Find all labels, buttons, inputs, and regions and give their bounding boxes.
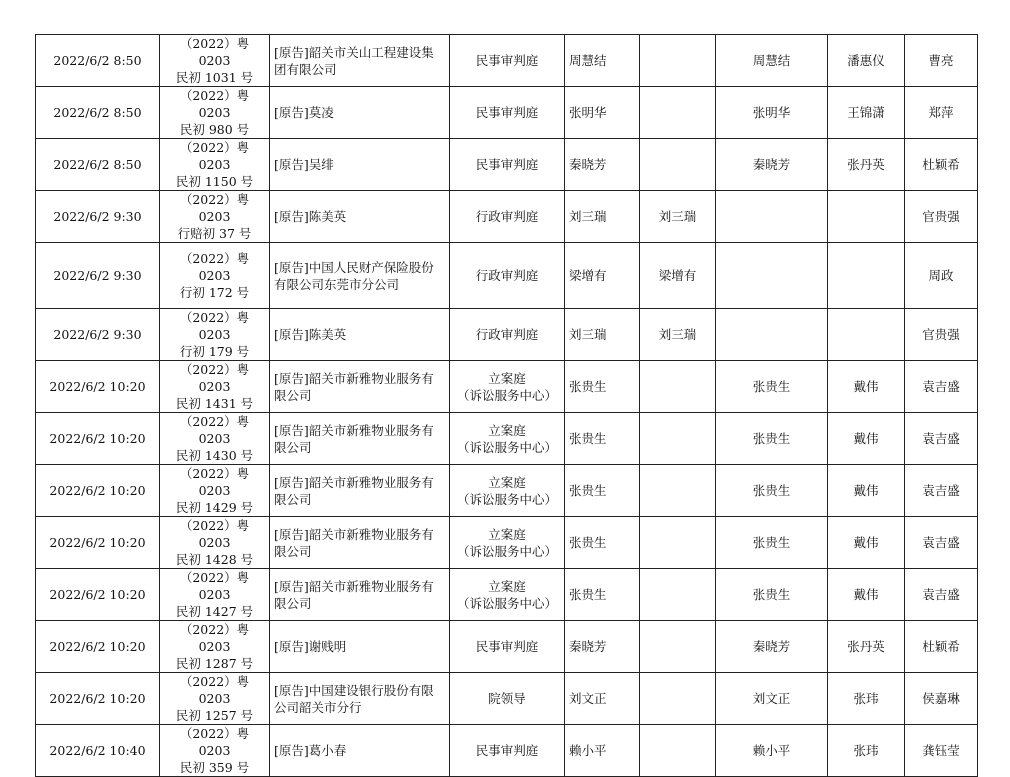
department-cell: 民事审判庭	[450, 139, 565, 191]
hearing-time-cell: 2022/6/2 10:20	[36, 621, 160, 673]
presiding-judge-cell: 刘三瑞	[565, 191, 640, 243]
juror-cell: 戴伟	[828, 413, 905, 465]
case-number-line1: （2022）粤 0203	[179, 251, 250, 283]
clerk-cell: 侯嘉琳	[905, 673, 978, 725]
table-row	[36, 413, 978, 465]
party-cell: [原告]韶关市新雅物业服务有限公司	[270, 517, 450, 569]
judge-cell: 周慧结	[716, 35, 828, 87]
trial-judge-cell	[640, 673, 716, 725]
case-number-line2: 民初 1428 号	[175, 552, 254, 567]
juror-cell: 王锦潇	[828, 87, 905, 139]
presiding-judge-cell: 张贵生	[565, 569, 640, 621]
trial-judge-cell: 刘三瑞	[640, 309, 716, 361]
table-row	[36, 35, 978, 87]
trial-judge-cell	[640, 413, 716, 465]
judge-cell	[716, 243, 828, 309]
presiding-judge-cell: 张贵生	[565, 361, 640, 413]
department-cell: 民事审判庭	[450, 725, 565, 777]
clerk-cell: 杜颖希	[905, 139, 978, 191]
hearing-time-cell: 2022/6/2 8:50	[36, 35, 160, 87]
juror-cell: 张玮	[828, 725, 905, 777]
juror-cell: 戴伟	[828, 569, 905, 621]
case-number-cell	[160, 413, 270, 465]
party-cell: [原告]吴绯	[270, 139, 450, 191]
case-number-line1: （2022）粤 0203	[179, 518, 250, 550]
juror-cell	[828, 243, 905, 309]
presiding-judge-cell: 张贵生	[565, 465, 640, 517]
case-number-line2: 民初 359 号	[179, 760, 250, 775]
clerk-cell: 郑萍	[905, 87, 978, 139]
presiding-judge-cell: 刘三瑞	[565, 309, 640, 361]
trial-judge-cell	[640, 87, 716, 139]
hearing-time-cell: 2022/6/2 10:20	[36, 413, 160, 465]
presiding-judge-cell: 周慧结	[565, 35, 640, 87]
trial-judge-cell	[640, 569, 716, 621]
department-cell: 立案庭 （诉讼服务中心）	[450, 465, 565, 517]
case-number-line1: （2022）粤 0203	[179, 140, 250, 172]
department-cell: 民事审判庭	[450, 35, 565, 87]
hearing-time-cell: 2022/6/2 10:20	[36, 361, 160, 413]
clerk-cell: 袁吉盛	[905, 465, 978, 517]
trial-judge-cell	[640, 621, 716, 673]
table-row	[36, 309, 978, 361]
party-cell: [原告]韶关市新雅物业服务有限公司	[270, 465, 450, 517]
party-cell: [原告]陈美英	[270, 309, 450, 361]
case-number-line2: 民初 1427 号	[175, 604, 254, 619]
party-cell: [原告]中国人民财产保险股份有限公司东莞市分公司	[270, 243, 450, 309]
hearing-time-cell: 2022/6/2 10:20	[36, 465, 160, 517]
presiding-judge-cell: 刘文正	[565, 673, 640, 725]
department-cell: 行政审判庭	[450, 309, 565, 361]
trial-judge-cell	[640, 139, 716, 191]
judge-cell: 张明华	[716, 87, 828, 139]
table-row	[36, 87, 978, 139]
clerk-cell: 袁吉盛	[905, 517, 978, 569]
party-cell: [原告]中国建设银行股份有限公司韶关市分行	[270, 673, 450, 725]
juror-cell: 潘惠仪	[828, 35, 905, 87]
department-cell: 立案庭 （诉讼服务中心）	[450, 517, 565, 569]
clerk-cell: 官贵强	[905, 191, 978, 243]
hearing-time-cell: 2022/6/2 9:30	[36, 243, 160, 309]
judge-cell: 秦晓芳	[716, 621, 828, 673]
juror-cell: 戴伟	[828, 517, 905, 569]
table-row	[36, 361, 978, 413]
trial-judge-cell	[640, 517, 716, 569]
case-number-line1: （2022）粤 0203	[179, 466, 250, 498]
hearing-schedule-table	[35, 34, 978, 777]
case-number-line2: 民初 1031 号	[175, 70, 254, 85]
case-number-cell	[160, 139, 270, 191]
case-number-line2: 行赔初 37 号	[177, 226, 252, 241]
juror-cell: 戴伟	[828, 465, 905, 517]
case-number-cell	[160, 87, 270, 139]
case-number-cell	[160, 621, 270, 673]
hearing-time-cell: 2022/6/2 10:20	[36, 517, 160, 569]
table-row	[36, 243, 978, 309]
table-row	[36, 517, 978, 569]
case-number-line2: 民初 980 号	[179, 122, 250, 137]
clerk-cell: 龚钰莹	[905, 725, 978, 777]
presiding-judge-cell: 张明华	[565, 87, 640, 139]
clerk-cell: 周政	[905, 243, 978, 309]
department-cell: 民事审判庭	[450, 621, 565, 673]
case-number-cell	[160, 569, 270, 621]
party-cell: [原告]谢贱明	[270, 621, 450, 673]
case-number-line2: 民初 1430 号	[175, 448, 254, 463]
case-number-line1: （2022）粤 0203	[179, 36, 250, 68]
trial-judge-cell: 刘三瑞	[640, 191, 716, 243]
presiding-judge-cell: 张贵生	[565, 517, 640, 569]
juror-cell: 戴伟	[828, 361, 905, 413]
case-number-line2: 民初 1257 号	[175, 708, 254, 723]
clerk-cell: 袁吉盛	[905, 361, 978, 413]
judge-cell	[716, 191, 828, 243]
department-cell: 立案庭 （诉讼服务中心）	[450, 361, 565, 413]
case-number-line2: 行初 179 号	[179, 344, 250, 359]
presiding-judge-cell: 张贵生	[565, 413, 640, 465]
party-cell: [原告]韶关市新雅物业服务有限公司	[270, 569, 450, 621]
table-row	[36, 465, 978, 517]
juror-cell: 张玮	[828, 673, 905, 725]
hearing-time-cell: 2022/6/2 9:30	[36, 309, 160, 361]
trial-judge-cell	[640, 465, 716, 517]
case-number-line1: （2022）粤 0203	[179, 726, 250, 758]
clerk-cell: 曹亮	[905, 35, 978, 87]
clerk-cell: 官贵强	[905, 309, 978, 361]
table-row	[36, 725, 978, 777]
department-cell: 民事审判庭	[450, 87, 565, 139]
judge-cell: 张贵生	[716, 361, 828, 413]
hearing-time-cell: 2022/6/2 9:30	[36, 191, 160, 243]
table-row	[36, 191, 978, 243]
judge-cell: 张贵生	[716, 465, 828, 517]
case-number-line1: （2022）粤 0203	[179, 310, 250, 342]
hearing-time-cell: 2022/6/2 8:50	[36, 139, 160, 191]
case-number-line2: 行初 172 号	[179, 285, 250, 300]
judge-cell: 张贵生	[716, 517, 828, 569]
trial-judge-cell	[640, 361, 716, 413]
judge-cell: 秦晓芳	[716, 139, 828, 191]
department-cell: 立案庭 （诉讼服务中心）	[450, 569, 565, 621]
case-number-line1: （2022）粤 0203	[179, 88, 250, 120]
party-cell: [原告]韶关市关山工程建设集团有限公司	[270, 35, 450, 87]
case-number-line1: （2022）粤 0203	[179, 570, 250, 602]
juror-cell	[828, 309, 905, 361]
trial-judge-cell	[640, 35, 716, 87]
table-row	[36, 621, 978, 673]
presiding-judge-cell: 赖小平	[565, 725, 640, 777]
hearing-time-cell: 2022/6/2 8:50	[36, 87, 160, 139]
department-cell: 院领导	[450, 673, 565, 725]
table-row	[36, 139, 978, 191]
case-number-cell	[160, 465, 270, 517]
case-number-line1: （2022）粤 0203	[179, 192, 250, 224]
department-cell: 行政审判庭	[450, 191, 565, 243]
case-number-line1: （2022）粤 0203	[179, 414, 250, 446]
case-number-line2: 民初 1429 号	[175, 500, 254, 515]
judge-cell	[716, 309, 828, 361]
juror-cell: 张丹英	[828, 139, 905, 191]
case-number-line2: 民初 1150 号	[175, 174, 254, 189]
case-number-cell	[160, 309, 270, 361]
department-cell: 行政审判庭	[450, 243, 565, 309]
case-number-line1: （2022）粤 0203	[179, 674, 250, 706]
judge-cell: 张贵生	[716, 569, 828, 621]
clerk-cell: 袁吉盛	[905, 413, 978, 465]
party-cell: [原告]韶关市新雅物业服务有限公司	[270, 413, 450, 465]
juror-cell	[828, 191, 905, 243]
party-cell: [原告]葛小春	[270, 725, 450, 777]
juror-cell: 张丹英	[828, 621, 905, 673]
case-number-cell	[160, 361, 270, 413]
table-row	[36, 569, 978, 621]
case-number-cell	[160, 243, 270, 309]
table-row	[36, 673, 978, 725]
party-cell: [原告]莫凌	[270, 87, 450, 139]
case-number-cell	[160, 517, 270, 569]
department-cell: 立案庭 （诉讼服务中心）	[450, 413, 565, 465]
party-cell: [原告]韶关市新雅物业服务有限公司	[270, 361, 450, 413]
hearing-time-cell: 2022/6/2 10:20	[36, 569, 160, 621]
trial-judge-cell	[640, 725, 716, 777]
judge-cell: 张贵生	[716, 413, 828, 465]
trial-judge-cell: 梁增有	[640, 243, 716, 309]
party-cell: [原告]陈美英	[270, 191, 450, 243]
judge-cell: 刘文正	[716, 673, 828, 725]
case-number-line1: （2022）粤 0203	[179, 362, 250, 394]
case-number-line1: （2022）粤 0203	[179, 622, 250, 654]
clerk-cell: 杜颖希	[905, 621, 978, 673]
case-number-cell	[160, 35, 270, 87]
case-number-cell	[160, 191, 270, 243]
case-number-cell	[160, 725, 270, 777]
case-number-line2: 民初 1431 号	[175, 396, 254, 411]
clerk-cell: 袁吉盛	[905, 569, 978, 621]
case-number-line2: 民初 1287 号	[175, 656, 254, 671]
hearing-time-cell: 2022/6/2 10:40	[36, 725, 160, 777]
case-number-cell	[160, 673, 270, 725]
hearing-time-cell: 2022/6/2 10:20	[36, 673, 160, 725]
presiding-judge-cell: 秦晓芳	[565, 139, 640, 191]
presiding-judge-cell: 秦晓芳	[565, 621, 640, 673]
presiding-judge-cell: 梁增有	[565, 243, 640, 309]
schedule-body	[36, 35, 978, 777]
judge-cell: 赖小平	[716, 725, 828, 777]
